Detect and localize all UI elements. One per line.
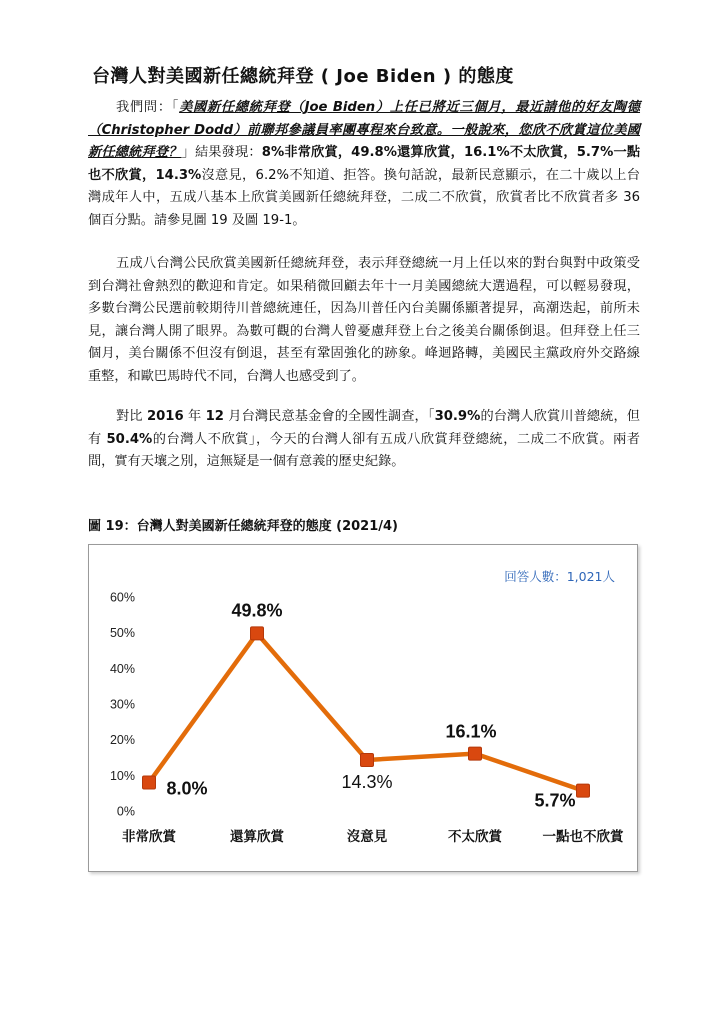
y-tick-label: 10% [109,768,135,783]
y-tick-label: 60% [109,590,135,605]
para3-a: 對比 [116,409,143,424]
survey-question-text: 美國新任總統拜登（Joe Biden）上任已將近三個月，最近請他的好友陶德（Christopher Dodd）前聯邦參議員率團專程來台致意。一般說來，您欣不欣賞這位美國新任總統拜登？ [88,100,641,161]
x-tick-label: 非常欣賞 [122,829,176,845]
para3-year: 2016 [146,409,184,424]
para3-d: 的台灣人欣賞川普總統，但有 [88,409,640,447]
data-point [469,747,482,760]
data-label: 5.7% [534,790,576,811]
y-tick-label: 30% [109,697,135,712]
series-line [149,633,583,790]
data-label: 49.8% [231,600,283,621]
data-point [577,784,590,797]
x-tick-label: 還算欣賞 [230,829,284,845]
chart-container [88,544,638,872]
y-tick-label: 20% [109,733,135,748]
figure-caption: 圖 19：台灣人對美國新任總統拜登的態度 (2021/4) [88,519,399,534]
para1-mid: 」結果發現： [181,145,262,161]
respondent-count: 回答人數：1,021人 [504,569,615,584]
data-point [251,627,264,640]
para1-lead: 我們問：「 [116,100,180,115]
data-label: 16.1% [445,721,497,742]
y-tick-label: 0% [116,804,135,819]
paragraph-survey-question [88,97,640,233]
survey-results-text: 8%非常欣賞，49.8%還算欣賞，16.1%不太欣賞，5.7%一點也不欣賞，14.3% [88,145,641,183]
data-label: 8.0% [166,778,208,799]
para3-month: 12 [205,409,224,424]
para3-b: 年 [187,409,202,424]
para3-c: 月台灣民意基金會的全國性調查，「 [228,409,435,424]
data-point [143,776,156,789]
para3-e: 的台灣人不欣賞」，今天的台灣人卻有五成八欣賞拜登總統，二成二不欣賞。兩者間，實有天壤之別，這無疑是一個有意義的歷史紀錄。 [88,431,640,470]
line-chart [89,545,637,871]
paragraph-analysis: 五成八台灣公民欣賞美國新任總統拜登，表示拜登總統一月上任以來的對台與對中政策受到台灣社會熱烈的歡迎和肯定。如果稍微回顧去年十一月美國總統大選過程，可以輕易發現，多數台灣公民選前較期待川普總統連任，因為川普任內台美關係顯著提昇，高潮迭起，前所未見，讓台灣人開了眼界。為數可觀的台灣人曾憂慮拜登上台之後美台關係倒退。但拜登上任三個月，美台關係不但沒有倒退，甚至有鞏固強化的跡象。峰迴路轉，美國民主黨政府外交路線重整，和歐巴馬時代不同，台灣人也感受到了。 [88,256,640,384]
data-point [361,753,374,766]
paragraph-comparison [88,406,640,474]
x-tick-label: 一點也不欣賞 [542,829,624,845]
data-label: 14.3% [341,771,393,792]
x-tick-label: 沒意見 [346,829,388,845]
y-tick-label: 50% [109,626,135,641]
y-tick-label: 40% [109,661,135,676]
para3-pct-2: 50.4% [106,431,153,447]
x-tick-label: 不太欣賞 [448,829,502,845]
page-title: 台灣人對美國新任總統拜登 ( Joe Biden ) 的態度 [92,66,514,87]
para3-pct-1: 30.9% [434,409,481,424]
para1-tail: 沒意見，6.2%不知道、拒答。換句話說，最新民意顯示，在二十歲以上台灣成年人中，五成八基本上欣賞美國新任總統拜登，二成二不欣賞，欣賞者比不欣賞者多 36 個百分點。請參見圖 19 及圖 19-1。 [88,167,640,228]
